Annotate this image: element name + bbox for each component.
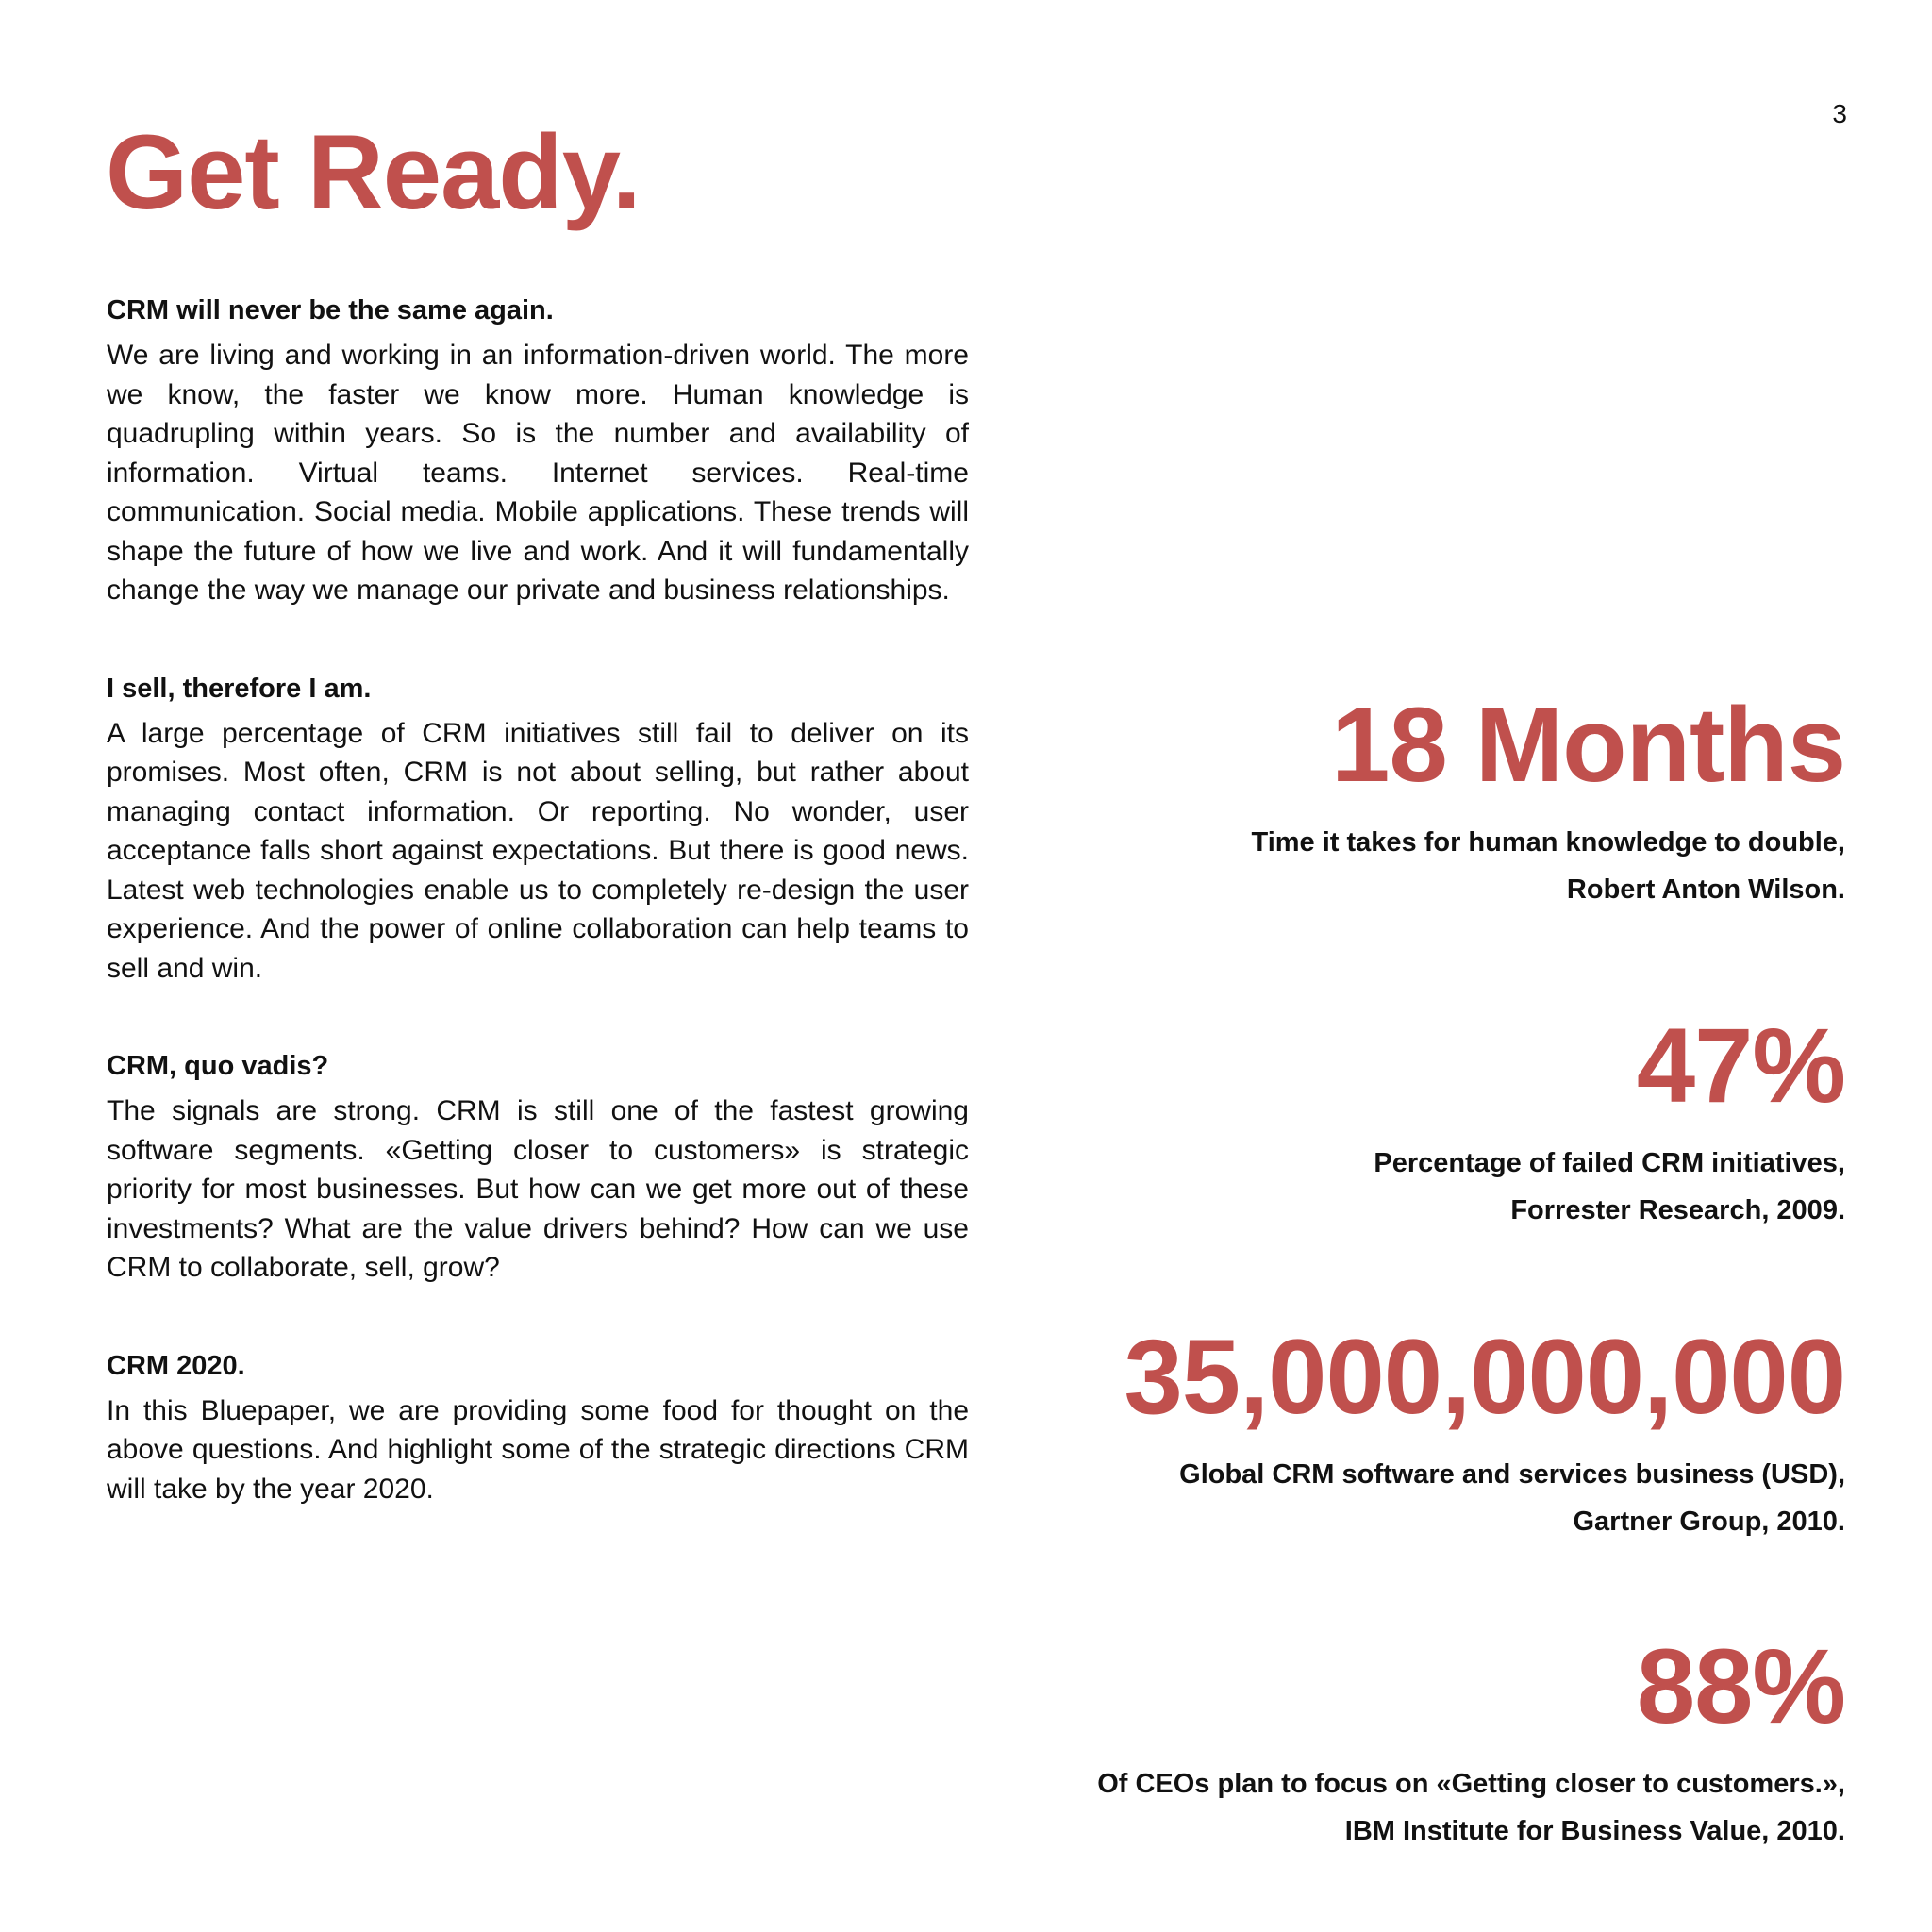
- stat-value: 88%: [1636, 1627, 1845, 1745]
- stat-caption-line: Time it takes for human knowledge to double,: [1251, 827, 1845, 858]
- section-paragraph: A large percentage of CRM initiatives still fail to deliver on its promises. Most often, CRM is not about selling, but rather about managing contact information. Or reporting. No wonder, user acceptance falls short against expectations. But there is good news. Latest web technologies enable us to completely re-design the user experience. And the power of online collaboration can help teams to sell and win.: [107, 717, 969, 984]
- stat-value: 35,000,000,000: [1124, 1318, 1845, 1436]
- section-heading: CRM, quo vadis?: [107, 1051, 329, 1081]
- stat-value: 47%: [1636, 1007, 1845, 1124]
- section-heading: CRM 2020.: [107, 1350, 245, 1381]
- stat-caption-source: Robert Anton Wilson.: [1566, 874, 1845, 905]
- section-crm-2020: [107, 1346, 969, 1509]
- stat-caption: [902, 1451, 1845, 1545]
- section-paragraph: The signals are strong. CRM is still one of the fastest growing software segments. «Getting closer to customers» is strategic priority for most businesses. But how can we get more out of these investments? What are the value drivers behind? How can we use CRM to collaborate, sell, grow?: [107, 1095, 969, 1283]
- stat-caption-line: Percentage of failed CRM initiatives,: [1374, 1148, 1845, 1178]
- stat-caption-source: IBM Institute for Business Value, 2010.: [1344, 1816, 1845, 1846]
- stat-caption: [902, 1140, 1845, 1234]
- page-number: 3: [1832, 99, 1847, 128]
- section-i-sell: [107, 669, 969, 989]
- page-title: Get Ready.: [106, 113, 641, 231]
- stat-caption-line: Of CEOs plan to focus on «Getting closer to customers.»,: [1097, 1769, 1845, 1799]
- section-quo-vadis: [107, 1046, 969, 1288]
- stat-value: 18 Months: [1331, 686, 1845, 804]
- stat-caption-source: Gartner Group, 2010.: [1573, 1507, 1845, 1537]
- stat-47-percent: [902, 1009, 1845, 1234]
- stat-caption: [902, 1760, 1845, 1855]
- stat-35-billion: [902, 1318, 1845, 1545]
- section-heading: CRM will never be the same again.: [107, 295, 554, 325]
- section-paragraph: In this Bluepaper, we are providing some food for thought on the above questions. And highlight some of the strategic directions CRM will take by the year 2020.: [107, 1394, 969, 1505]
- stat-88-percent: [902, 1627, 1845, 1855]
- section-crm-never-same: [107, 291, 969, 610]
- stat-caption: [902, 819, 1845, 913]
- stat-caption-source: Forrester Research, 2009.: [1510, 1195, 1845, 1225]
- section-paragraph: We are living and working in an information-driven world. The more we know, the faster we know more. Human knowledge is quadrupling within years. So is the number and availability of information. Virtual teams. Internet services. Real-time communication. Social media. Mobile applications. These trends will shape the future of how we live and work. And it will fundamentally change the way we manage our private and business relationships.: [107, 340, 969, 606]
- section-heading: I sell, therefore I am.: [107, 673, 372, 704]
- stat-18-months: [902, 686, 1845, 913]
- article-body: [107, 291, 969, 1508]
- stat-caption-line: Global CRM software and services business (USD),: [1179, 1459, 1845, 1490]
